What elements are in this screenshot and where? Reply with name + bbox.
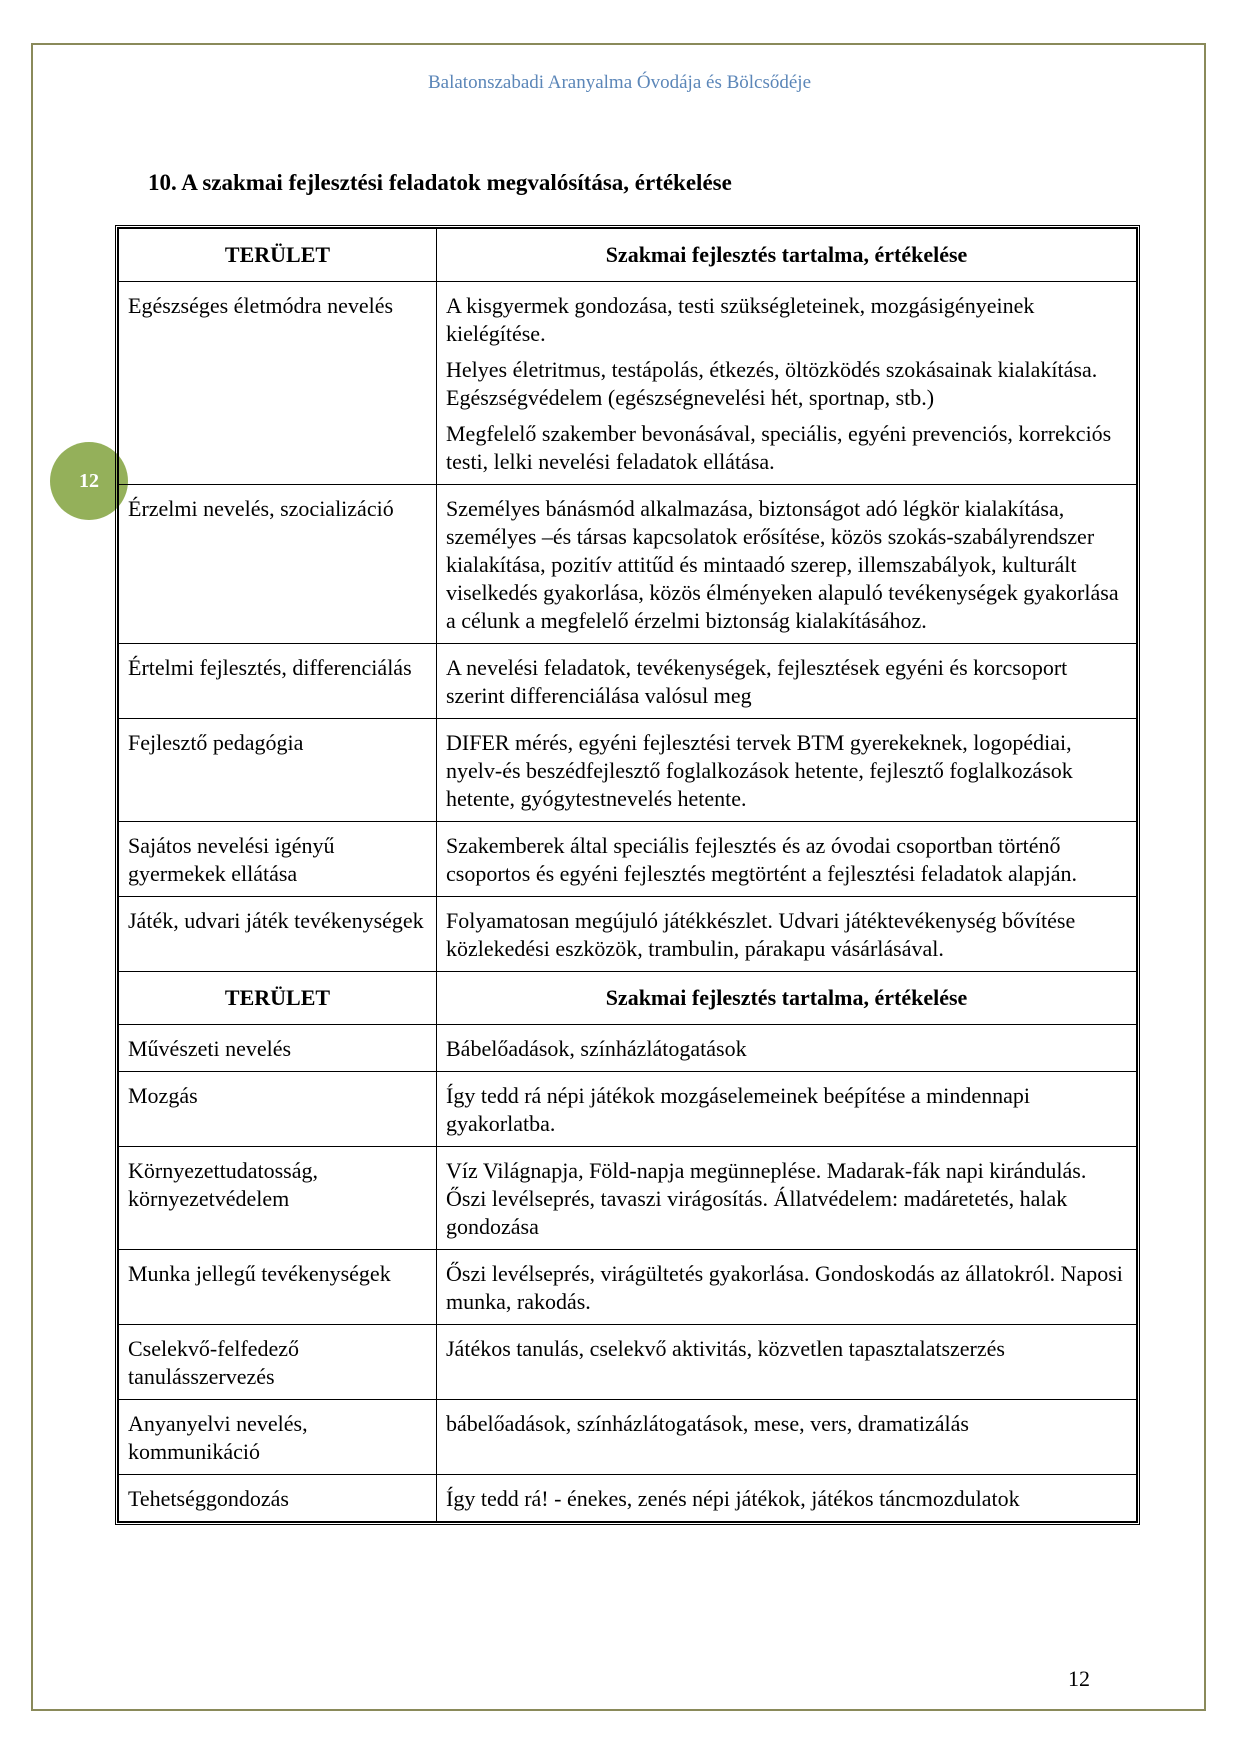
content-cell — [437, 822, 1137, 897]
content-cell — [437, 644, 1137, 719]
content-cell — [437, 1072, 1137, 1147]
area-cell: Érzelmi nevelés, szocializáció — [119, 485, 437, 644]
content-cell — [437, 1147, 1137, 1250]
table-row — [119, 822, 1137, 897]
table-row — [119, 1147, 1137, 1250]
area-cell: Művészeti nevelés — [119, 1025, 437, 1072]
content-paragraph: Szakemberek által speciális fejlesztés és az óvodai csoportban történő csoportos és egyéni fejlesztés megtörtént a fejlesztési feladatok alapján. — [446, 833, 1078, 886]
development-table — [115, 225, 1140, 1525]
table-body-part1 — [119, 229, 1137, 972]
content-paragraph: Játékos tanulás, cselekvő aktivitás, közvetlen tapasztalatszerzés — [446, 1336, 1005, 1361]
table-row — [119, 1072, 1137, 1147]
area-cell: Sajátos nevelési igényű gyermekek ellátása — [119, 822, 437, 897]
content-cell — [437, 897, 1137, 972]
page-badge: 12 — [50, 442, 128, 520]
content-paragraph: Megfelelő szakember bevonásával, speciális, egyéni prevenciós, korrekciós testi, lelki nevelési feladatok ellátása. — [446, 421, 1112, 474]
content-cell — [437, 1325, 1137, 1400]
content-cell — [437, 1250, 1137, 1325]
content-paragraph: bábelőadások, színházlátogatások, mese, vers, dramatizálás — [446, 1411, 969, 1436]
column-header-area: TERÜLET — [119, 229, 437, 282]
table-header-row-repeat — [119, 972, 1137, 1025]
area-cell: Munka jellegű tevékenységek — [119, 1250, 437, 1325]
section-heading: 10. A szakmai fejlesztési feladatok megvalósítása, értékelése — [148, 170, 732, 195]
area-cell: Játék, udvari játék tevékenységek — [119, 897, 437, 972]
area-cell: Értelmi fejlesztés, differenciálás — [119, 644, 437, 719]
content-paragraph: Folyamatosan megújuló játékkészlet. Udvari játéktevékenység bővítése közlekedési eszközök, trambulin, párakapu vásárlásával. — [446, 908, 1076, 961]
content-cell — [437, 1400, 1137, 1475]
area-cell: Fejlesztő pedagógia — [119, 719, 437, 822]
content-paragraph: Víz Világnapja, Föld-napja megünneplése. Madarak-fák napi kirándulás. Őszi levélseprés, tavaszi virágosítás. Állatvédelem: madáretetés, halak gondozása — [446, 1158, 1087, 1239]
table-row — [119, 897, 1137, 972]
content-paragraph: Bábelőadások, színházlátogatások — [446, 1036, 747, 1061]
area-cell: Tehetséggondozás — [119, 1475, 437, 1522]
content-paragraph: A nevelési feladatok, tevékenységek, fejlesztések egyéni és korcsoport szerint differenciálása valósul meg — [446, 655, 1068, 708]
column-header-area: TERÜLET — [119, 972, 437, 1025]
content-paragraph: Így tedd rá! - énekes, zenés népi játékok, játékos táncmozdulatok — [446, 1486, 1020, 1511]
content-cell — [437, 485, 1137, 644]
content-cell — [437, 1025, 1137, 1072]
column-header-content: Szakmai fejlesztés tartalma, értékelése — [437, 229, 1137, 282]
table-header-row — [119, 229, 1137, 282]
page-number: 12 — [1068, 1666, 1090, 1691]
content-paragraph: DIFER mérés, egyéni fejlesztési tervek BTM gyerekeknek, logopédiai, nyelv-és beszédfejlesztő foglalkozások hetente, fejlesztő foglalkozások hetente, gyógytestnevelés hetente. — [446, 730, 1073, 811]
table-row — [119, 1325, 1137, 1400]
content-paragraph: Helyes életritmus, testápolás, étkezés, öltözködés szokásainak kialakítása. Egészségvédelem (egészségnevelési hét, sportnap, stb.) — [446, 357, 1098, 410]
content-cell — [437, 282, 1137, 485]
content-paragraph: Őszi levélseprés, virágültetés gyakorlása. Gondoskodás az állatokról. Naposi munka, rakodás. — [446, 1261, 1123, 1314]
area-cell: Mozgás — [119, 1072, 437, 1147]
table-row — [119, 485, 1137, 644]
content-paragraph: Így tedd rá népi játékok mozgáselemeinek beépítése a mindennapi gyakorlatba. — [446, 1083, 1030, 1136]
content-paragraph: Személyes bánásmód alkalmazása, biztonságot adó légkör kialakítása, személyes –és társas kapcsolatok erősítése, közös szokás-szabályrendszer kialakítása, pozitív attitűd és mintaadó szerep, illemszabályok, kulturált viselkedés gyakorlása, közös élményeken alapuló tevékenységek gyakorlása a célunk a megfelelő érzelmi biztonság kialakításához. — [446, 496, 1119, 633]
content-cell — [437, 1475, 1137, 1522]
area-cell: Cselekvő-felfedező tanulásszervezés — [119, 1325, 437, 1400]
table-row — [119, 1025, 1137, 1072]
content-cell — [437, 719, 1137, 822]
table-row — [119, 644, 1137, 719]
table-row — [119, 1475, 1137, 1522]
table-row — [119, 1400, 1137, 1475]
page-header: Balatonszabadi Aranyalma Óvodája és Bölcsődéje — [427, 72, 812, 93]
table-row — [119, 1250, 1137, 1325]
content-paragraph: A kisgyermek gondozása, testi szükségleteinek, mozgásigényeinek kielégítése. — [446, 293, 1035, 346]
area-cell: Egészséges életmódra nevelés — [119, 282, 437, 485]
table-row — [119, 282, 1137, 485]
column-header-content: Szakmai fejlesztés tartalma, értékelése — [437, 972, 1137, 1025]
table-body-part2 — [119, 972, 1137, 1522]
area-cell: Környezettudatosság, környezetvédelem — [119, 1147, 437, 1250]
area-cell: Anyanyelvi nevelés, kommunikáció — [119, 1400, 437, 1475]
table-row — [119, 719, 1137, 822]
